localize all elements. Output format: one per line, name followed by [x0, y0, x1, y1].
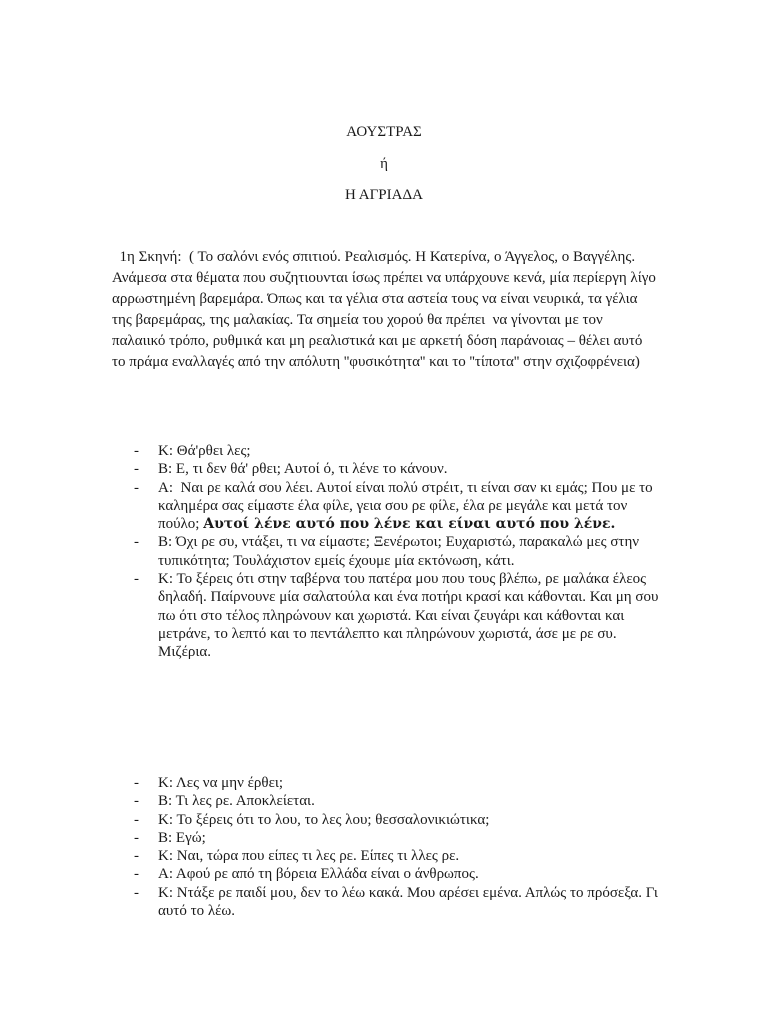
dialogue-line	[134, 460, 669, 478]
dialogue-line	[134, 829, 669, 847]
title-line-3: Η ΑΓΡΙΑΔΑ	[345, 187, 423, 203]
dialogue-line	[134, 847, 669, 865]
list-dash: -	[134, 884, 139, 901]
list-dash: -	[134, 793, 139, 810]
dialogue-list-2	[134, 774, 669, 920]
list-dash: -	[134, 811, 139, 828]
dialogue-text: Κ: Το ξέρεις ότι το λου, το λες λου; θεσσαλονικιώτικα;	[158, 811, 490, 828]
dialogue-line	[134, 865, 669, 883]
dialogue-line	[134, 442, 669, 460]
dialogue-text: Κ: Το ξέρεις ότι στην ταβέρνα του πατέρα μου που τους βλέπω, ρε μαλάκα έλεος δηλαδή. Παίρνουνε μία σαλατούλα και ένα ποτήρι κρασί και κάθονται. Και μη σου πω ότι στο τέλος πληρώνουν και χωριστά. Και είναι ζευγάρι και κάθονται και μετράνε, το λεπτό και το πεντάλεπτο και πληρώνουν χωριστά, άσε με ρε συ. Μιζέρια.	[158, 571, 659, 661]
dialogue-line	[134, 884, 669, 921]
dialogue-text: Β: Όχι ρε συ, ντάξει, τι να είμαστε; Ξενέρωτοι; Ευχαριστώ, παρακαλώ μες στην τυπικότητα; Τουλάχιστον εμείς έχουμε μία εκτόνωση, κάτι.	[158, 534, 640, 569]
list-dash: -	[134, 848, 139, 865]
dialogue-text: Β: Εγώ;	[158, 829, 206, 846]
dialogue-emphasis: Αυτοί λένε αυτό που λένε και είναι αυτό που λένε.	[203, 516, 616, 533]
dialogue-text: Α: Αφού ρε από τη βόρεια Ελλάδα είναι ο άνθρωπος.	[158, 866, 479, 883]
dialogue-text: Κ: Ντάξε ρε παιδί μου, δεν το λέω κακά. Μου αρέσει εμένα. Απλώς το πρόσεξα. Γι αυτό το λέω.	[158, 884, 658, 920]
dialogue-text: Β: Ε, τι δεν θά' ρθει; Αυτοί ό, τι λένε το κάνουν.	[158, 461, 448, 478]
list-dash: -	[134, 534, 139, 551]
dialogue-line	[134, 792, 669, 810]
dialogue-list-1	[134, 442, 669, 662]
dialogue-line	[134, 570, 669, 661]
list-dash: -	[134, 461, 139, 478]
title-line-2: ή	[380, 156, 388, 172]
dialogue-text: Κ: Θά'ρθει λες;	[158, 443, 251, 459]
scene-intro-paragraph: 1η Σκηνή: ( Το σαλόνι ενός σπιτιού. Ρεαλισμός. Η Κατερίνα, ο Άγγελος, ο Βαγγέλης. Ανάμεσα στα θέματα που συζητιουνται ίσως πρέπει να υπάρχουνε κενά, μία περίεργη λίγο αρρωστημένη βαρεμάρα. Όπως και τα γέλια στα αστεία τους να είναι νευρικά, τα γέλια της βαρεμάρας, της μαλακίας. Τα σημεία του χορού θα πρέπει να γίνονται με τον παλαιικό τρόπο, ρυθμικά και μη ρεαλιστικά και με αρκετή δόση παράνοιας – θέλει αυτό το πράμα εναλλαγές από την απόλυτη ''φυσικότητα'' και το ''τίποτα'' στην σχιζοφρένεια)	[112, 249, 660, 370]
title-line-1: ΑΟΥΣΤΡΑΣ	[346, 124, 422, 140]
dialogue-line	[134, 479, 669, 534]
list-dash: -	[134, 571, 139, 588]
dialogue-text: Β: Τι λες ρε. Αποκλείεται.	[158, 793, 315, 810]
dialogue-text: Κ: Ναι, τώρα που είπες τι λες ρε. Είπες τι λλες ρε.	[158, 848, 460, 865]
dialogue-text: Α: Ναι ρε καλά σου λέει. Αυτοί είναι πολύ στρέιτ, τι είναι σαν κι εμάς; Που με το καλημέρα σας είμαστε έλα φίλε, γεια σου ρε φίλε, έλα ρε μεγάλε και μετά τον πούλο;	[158, 479, 657, 533]
dialogue-line	[134, 533, 669, 570]
list-dash: -	[134, 866, 139, 883]
list-dash: -	[134, 829, 139, 846]
dialogue-text: Κ: Λες να μην έρθει;	[158, 775, 284, 791]
dialogue-line	[134, 774, 669, 792]
list-dash: -	[134, 443, 139, 459]
dialogue-line	[134, 811, 669, 829]
list-dash: -	[134, 479, 139, 496]
list-dash: -	[134, 775, 139, 791]
